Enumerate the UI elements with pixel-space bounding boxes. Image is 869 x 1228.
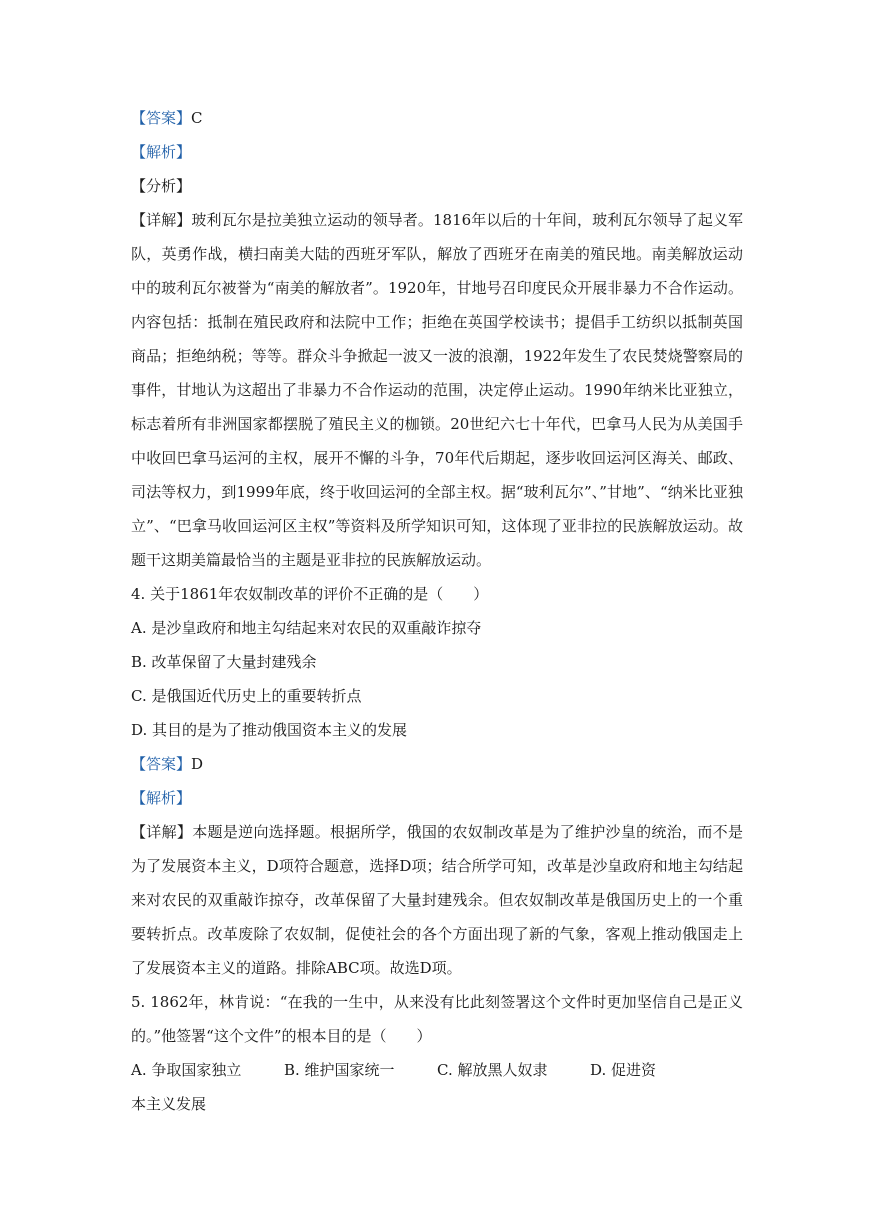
q4-answer-tag: 【答案】 [131,755,192,773]
q5-options-row [131,1060,743,1080]
q5-option-d: D. 促进资 [590,1061,657,1079]
q4-option-c: C. 是俄国近代历史上的重要转折点 [131,687,362,705]
q3-answer-line [131,108,743,128]
q4-detail-tag: 【详解】 [131,823,193,841]
q3-detail-text: 玻利瓦尔是拉美独立运动的领导者。1816年以后的十年间，玻利瓦尔领导了起义军队，英勇作战，横扫南美大陆的西班牙军队，解放了西班牙在南美的殖民地。南美解放运动中的玻利瓦尔被誉为“南美的解放者”。1920年，甘地号召印度民众开展非暴力不合作运动。内容包括：抵制在殖民政府和法院中工作；拒绝在英国学校读书；提倡手工纺织以抵制英国商品；拒绝纳税；等等。群众斗争掀起一波又一波的浪潮，1922年发生了农民焚烧警察局的事件，甘地认为这超出了非暴力不合作运动的范围，决定停止运动。1990年纳米比亚独立，标志着所有非洲国家都摆脱了殖民主义的枷锁。20世纪六七十年代，巴拿马人民为从美国手中收回巴拿马运河的主权，展开不懈的斗争，70年代后期起，逐步收回运河区海关、邮政、司法等权力，到1999年底，终于收回运河的全部主权。据“玻利瓦尔”、”甘地”、“纳米比亚独立”、“巴拿马收回运河区主权”等资料及所学知识可知，这体现了亚非拉的民族解放运动。故题干这期美篇最恰当的主题是亚非拉的民族解放运动。 [131,211,743,569]
q3-detail-tag: 【详解】 [131,211,192,229]
q3-answer-tag: 【答案】 [131,109,192,127]
q4-answer-value: D [191,755,204,773]
q4-option-b: B. 改革保留了大量封建残余 [131,653,317,671]
q5-option-b: B. 维护国家统一 [284,1061,395,1079]
q3-analysis-line [131,142,743,162]
q3-answer-value: C [191,109,203,127]
q4-stem: 4. 关于1861年农奴制改革的评价不正确的是（ ） [131,585,489,603]
q5-stem: 5. 1862年，林肯说：“在我的一生中，从来没有比此刻签署这个文件时更加坚信自己是正义的。”他签署“这个文件”的根本目的是（ ） [131,993,743,1045]
q4-analysis-line [131,788,743,808]
document-page [131,108,743,1128]
q4-analysis-tag: 【解析】 [131,789,192,807]
q4-option-a: A. 是沙皇政府和地主勾结起来对农民的双重敲诈掠夺 [131,619,482,637]
q4-detail-text: 本题是逆向选择题。根据所学，俄国的农奴制改革是为了维护沙皇的统治，而不是为了发展资本主义，D项符合题意，选择D项；结合所学可知，改革是沙皇政府和地主勾结起来对农民的双重敲诈掠夺，改革保留了大量封建残余。但农奴制改革是俄国历史上的一个重要转折点。改革废除了农奴制，促使社会的各个方面出现了新的气象，客观上推动俄国走上了发展资本主义的道路。排除ABC项。故选D项。 [131,823,743,977]
q4-detail-paragraph [131,815,743,985]
q5-option-c: C. 解放黑人奴隶 [437,1061,548,1079]
q3-analysis-tag: 【解析】 [131,143,192,161]
q3-fenxi-tag: 【分析】 [131,177,192,195]
q4-option-d: D. 其目的是为了推动俄国资本主义的发展 [131,721,408,739]
q5-option-wrap: 本主义发展 [131,1095,207,1113]
q5-option-a: A. 争取国家独立 [131,1061,242,1079]
q3-detail-paragraph [131,203,743,577]
q3-fenxi-line [131,176,743,196]
q4-answer-line [131,754,743,774]
